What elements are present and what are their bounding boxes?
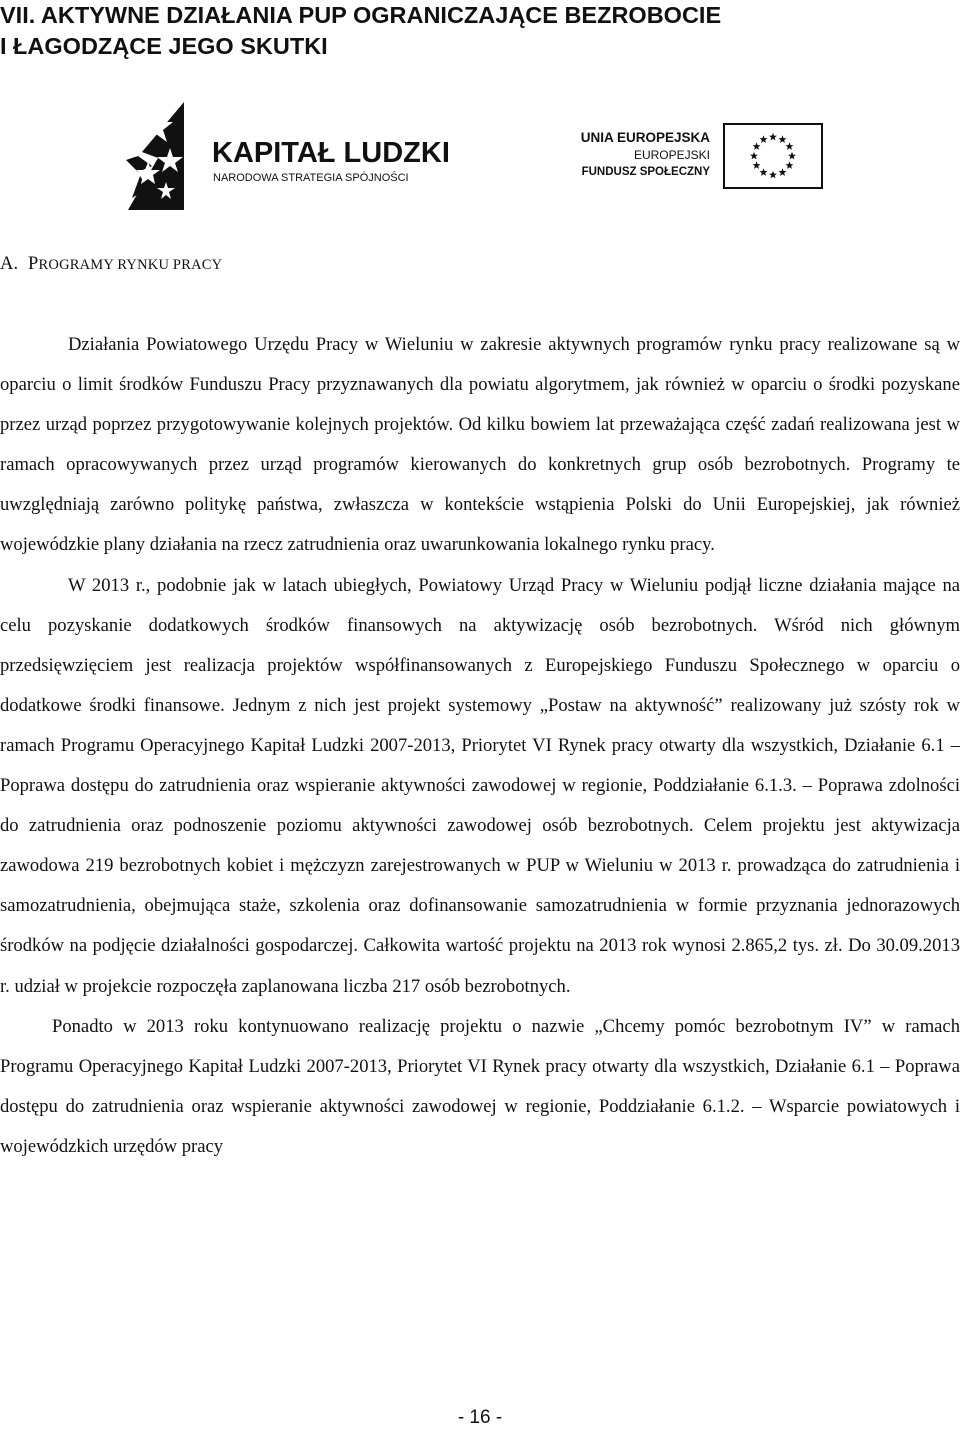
paragraph-1: Działania Powiatowego Urzędu Pracy w Wieluniu w zakresie aktywnych programów rynku pracy realizowane są w oparciu o limit środków Funduszu Pracy przyznawanych dla powiatu algorytmem, jak również w oparciu o środki pozyskane przez urząd poprzez przygotowywanie kolejnych projektów. Od kilku bowiem lat przeważająca część zadań realizowana jest w ramach opracowywanych przez urząd programów kierowanych do konkretnych grup osób bezrobotnych. Programy te uwzględniają zarówno politykę państwa, zwłaszcza w kontekście wstąpienia Polski do Unii Europejskiej, jak również wojewódzkie plany działania na rzecz zatrudnienia oraz uwarunkowania lokalnego rynku pracy. [0,334,960,556]
chapter-title [0,0,960,62]
paragraph-3: Ponadto w 2013 roku kontynuowano realizację projektu o nazwie „Chcemy pomóc bezrobotnym IV” w ramach Programu Operacyjnego Kapitał Ludzki 2007-2013, Priorytet VI Rynek pracy otwarty dla wszystkich, Działanie 6.1 – Poprawa dostępu do zatrudnienia oraz wspieranie aktywności zawodowej w regionie, Poddziałanie 6.1.2. – Wsparcie powiatowych i wojewódzkich urzędów pracy [0,1015,960,1157]
kapital-ludzki-logo [118,100,458,212]
chapter-title-line-2: I ŁAGODZĄCE JEGO SKUTKI [0,33,328,59]
section-heading [0,250,222,279]
page-number: - 16 - [457,1407,503,1428]
kapital-ludzki-subtitle: NARODOWA STRATEGIA SPÓJNOŚCI [213,172,409,184]
body-text [0,325,960,1167]
ue-line-1: UNIA EUROPEJSKA [580,130,710,145]
section-title-rest: ROGRAMY RYNKU PRACY [38,257,223,273]
kapital-ludzki-emblem [126,102,184,210]
kapital-ludzki-name: KAPITAŁ LUDZKI [212,137,450,169]
ue-line-3: FUNDUSZ SPOŁECZNY [581,166,710,178]
section-letter: A. [0,254,19,274]
eu-flag [724,124,822,188]
unia-europejska-logo [572,118,828,190]
section-title-initial: P [28,254,39,274]
chapter-title-line-1: VII. AKTYWNE DZIAŁANIA PUP OGRANICZAJĄCE BEZROBOCIE [0,2,722,28]
paragraph-2: W 2013 r., podobnie jak w latach ubiegłych, Powiatowy Urząd Pracy w Wieluniu podjął liczne działania mające na celu pozyskanie dodatkowych środków finansowych na aktywizację osób bezrobotnych. Wśród nich głównym przedsięwzięciem jest realizacja projektów współfinansowanych z Europejskiego Funduszu Społecznego w oparciu o dodatkowe środki finansowe. Jednym z nich jest projekt systemowy „Postaw na aktywność” realizowany już szósty rok w ramach Programu Operacyjnego Kapitał Ludzki 2007-2013, Priorytet VI Rynek pracy otwarty dla wszystkich, Działanie 6.1 – Poprawa dostępu do zatrudnienia oraz wspieranie aktywności zawodowej w regionie, Poddziałanie 6.1.3. – Poprawa zdolności do zatrudnienia oraz podnoszenie poziomu aktywności zawodowej osób bezrobotnych. Celem projektu jest aktywizacja zawodowa 219 bezrobotnych kobiet i mężczyzn zarejestrowanych w PUP w Wieluniu w 2013 r. prowadząca do zatrudnienia i samozatrudnienia, obejmująca staże, szkolenia oraz dofinansowanie samozatrudnienia w formie przyznania jednorazowych środków na podjęcie działalności gospodarczej. Całkowita wartość projektu na 2013 rok wynosi 2.865,2 tys. zł. Do 30.09.2013 r. udział w projekcie rozpoczęła zaplanowana liczba 217 osób bezrobotnych. [0,574,960,997]
ue-line-2: EUROPEJSKI [633,148,710,162]
